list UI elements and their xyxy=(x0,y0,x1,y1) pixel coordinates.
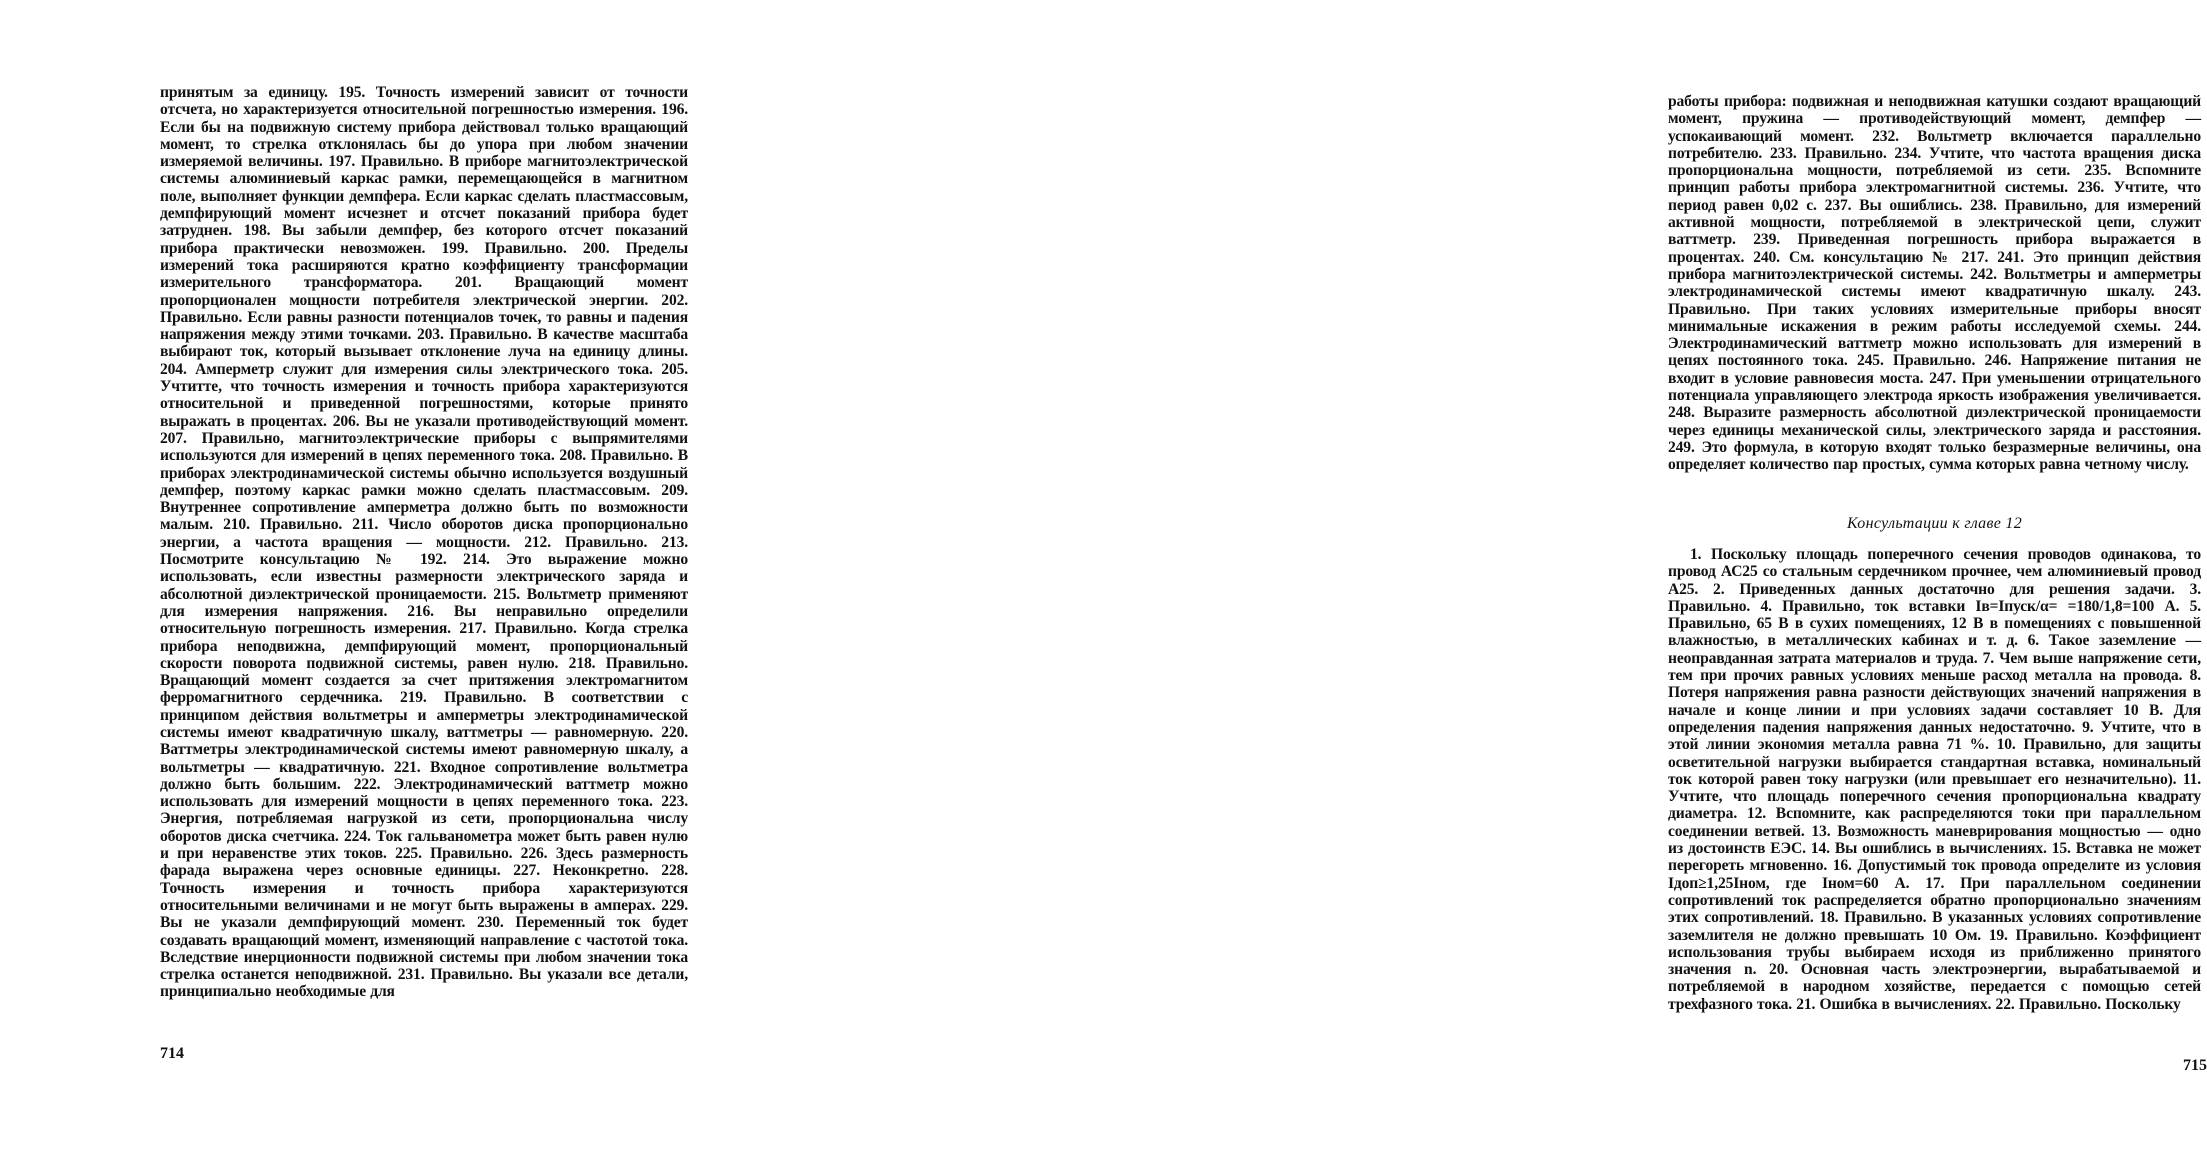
left-page-text: принятым за единицу. 195. Точность измерений зависит от точности отсчета, но характеризуется относительной погрешностью измерения. 196. Если бы на подвижную систему прибора действовал только вращающий момент, то стрелка отклонялась бы до упора при любом значении измеряемой величины. 197. Правильно. В приборе магнитоэлектрической системы алюминиевый каркас рамки, перемещающейся в магнитном поле, выполняет функции демпфера. Если каркас сделать пластмассовым, демпфирующий момент исчезнет и отсчет показаний прибора будет затруднен. 198. Вы забыли демпфер, без которого отсчет показаний прибора практически невозможен. 199. Правильно. 200. Пределы измерений тока расширяются кратно коэффициенту трансформации измерительного трансформатора. 201. Вращающий момент пропорционален мощности потребителя электрической энергии. 202. Правильно. Если равны разности потенциалов точек, то равны и падения напряжения между этими точками. 203. Правильно. В качестве масштаба выбирают ток, который вызывает отклонение луча на единицу длины. 204. Амперметр служит для измерения силы электрического тока. 205. Учтитте, что точность измерения и точность прибора характеризуются относительной и приведенной погрешностями, которые принято выражать в процентах. 206. Вы не указали противодействующий момент. 207. Правильно, магнитоэлектрические приборы с выпрямителями используются для измерений в цепях переменного тока. 208. Правильно. В приборах электродинамической системы обычно используется воздушный демпфер, поэтому каркас рамки можно сделать пластмассовым. 209. Внутреннее сопротивление амперметра должно быть по возможности малым. 210. Правильно. 211. Число оборотов диска пропорционально энергии, а частота вращения — мощности. 212. Правильно. 213. Посмотрите консультацию № 192. 214. Это выражение можно использовать, если известны размерности электрического заряда и абсолютной диэлектрической проницаемости. 215. Вольтметр применяют для измерения напряжения. 216. Вы неправильно определили относительную погрешность измерения. 217. Правильно. Когда стрелка прибора неподвижна, демпфирующий момент, пропорциональный скорости поворота подвижной системы, равен нулю. 218. Правильно. Вращающий момент создается за счет притяжения электромагнитом ферромагнитного сердечника. 219. Правильно. В соответствии с принципом действия вольтметры и амперметры электродинамической системы имеют квадратичную шкалу, ваттметры — равномерную. 220. Ваттметры электродинамической системы имеют равномерную шкалу, а вольтметры — квадратичную. 221. Входное сопротивление вольтметра должно быть большим. 222. Электродинамический ваттметр можно использовать для измерений мощности в цепях переменного тока. 223. Энергия, потребляемая нагрузкой из сети, пропорциональна числу оборотов диска счетчика. 224. Ток гальванометра может быть равен нулю и при неравенстве этих токов. 225. Правильно. 226. Здесь размерность фарада выражена через основные единицы. 227. Неконкретно. 228. Точность измерения и точность прибора характеризуются относительными величинами и не могут быть выражены в амперах. 229. Вы не указали демпфирующий момент. 230. Переменный ток будет создавать вращающий момент, изменяющий направление с частотой тока. Вследствие инерционности подвижной системы при любом значении тока стрелка останется неподвижной. 231. Правильно. Вы указали все детали, принципиально необходимые для xyxy=(160,84,688,1001)
left-page xyxy=(0,0,790,1153)
right-page-text-top: работы прибора: подвижная и неподвижная катушки создают вращающий момент, пружина — противодействующий момент, демпфер — успокаивающий момент. 232. Вольтметр включается параллельно потребителю. 233. Правильно. 234. Учтите, что частота вращения диска пропорциональна мощности, потребляемой из сети. 235. Вспомните принцип работы прибора электромагнитной системы. 236. Учтите, что период равен 0,02 с. 237. Вы ошиблись. 238. Правильно, для измерений активной мощности, потребляемой в электрической цепи, служит ваттметр. 239. Приведенная погрешность прибора выражается в процентах. 240. См. консультацию № 217. 241. Это принцип действия прибора магнитоэлектрической системы. 242. Вольтметры и амперметры электродинамической системы имеют квадратичную шкалу. 243. Правильно. При таких условиях измерительные приборы вносят минимальные искажения в режим работы исследуемой схемы. 244. Электродинамический ваттметр можно использовать для измерений в цепях постоянного тока. 245. Правильно. 246. Напряжение питания не входит в условие равновесия моста. 247. При уменьшении отрицательного потенциала управляющего электрода яркость изображения увеличивается. 248. Выразите размерность абсолютной диэлектрической проницаемости через единицы механической силы, электрического заряда и расстояния. 249. Это формула, в которую входят только безразмерные величины, она определяет количество пар простых, сумма которых равна четному числу. xyxy=(1668,93,2201,474)
right-page-number: 715 xyxy=(2183,1057,2207,1074)
right-page-text-bottom: 1. Поскольку площадь поперечного сечения проводов одинакова, то провод АС25 со стальным сердечником прочнее, чем алюминиевый провод А25. 2. Приведенных данных достаточно для решения задачи. 3. Правильно. 4. Правильно, ток вставки Iв=Iпуск/α= =180/1,8=100 А. 5. Правильно, 65 В в сухих помещениях, 12 В в помещениях с повышенной влажностью, в металлических кабинах и т. д. 6. Такое заземление — неоправданная затрата материалов и труда. 7. Чем выше напряжение сети, тем при прочих равных условиях меньше расход металла на провода. 8. Потеря напряжения равна разности действующих значений напряжения в начале и конце линии и при условиях задачи составляет 10 В. Для определения падения напряжения данных недостаточно. 9. Учтите, что в этой линии экономия металла равна 71 %. 10. Правильно, для защиты осветительной нагрузки выбирается стандартная вставка, номинальный ток которой равен току нагрузки (или превышает его незначительно). 11. Учтите, что площадь поперечного сечения пропорциональна квадрату диаметра. 12. Вспомните, как распределяются токи при параллельном соединении ветвей. 13. Возможность маневрирования мощностью — одно из достоинств ЕЭС. 14. Вы ошиблись в вычислениях. 15. Вставка не может перегореть мгновенно. 16. Допустимый ток провода определите из условия Iдоп≥1,25Iном, где Iном=60 А. 17. При параллельном соединении сопротивлений ток распределяется обратно пропорционально значениям этих сопротивлений. 18. Правильно. В указанных условиях сопротивление заземлителя не должно превышать 10 Ом. 19. Правильно. Коэффициент использования трубы выбираем исходя из приближенно принятого значения n. 20. Основная часть электроэнергии, вырабатываемой и потребляемой в народном хозяйстве, передается с помощью сетей трехфазного тока. 21. Ошибка в вычислениях. 22. Правильно. Поскольку xyxy=(1668,546,2201,1013)
right-page xyxy=(790,0,2207,1153)
left-page-number: 714 xyxy=(160,1045,184,1062)
chapter-consultation-heading: Консультации к главе 12 xyxy=(1846,515,2023,532)
